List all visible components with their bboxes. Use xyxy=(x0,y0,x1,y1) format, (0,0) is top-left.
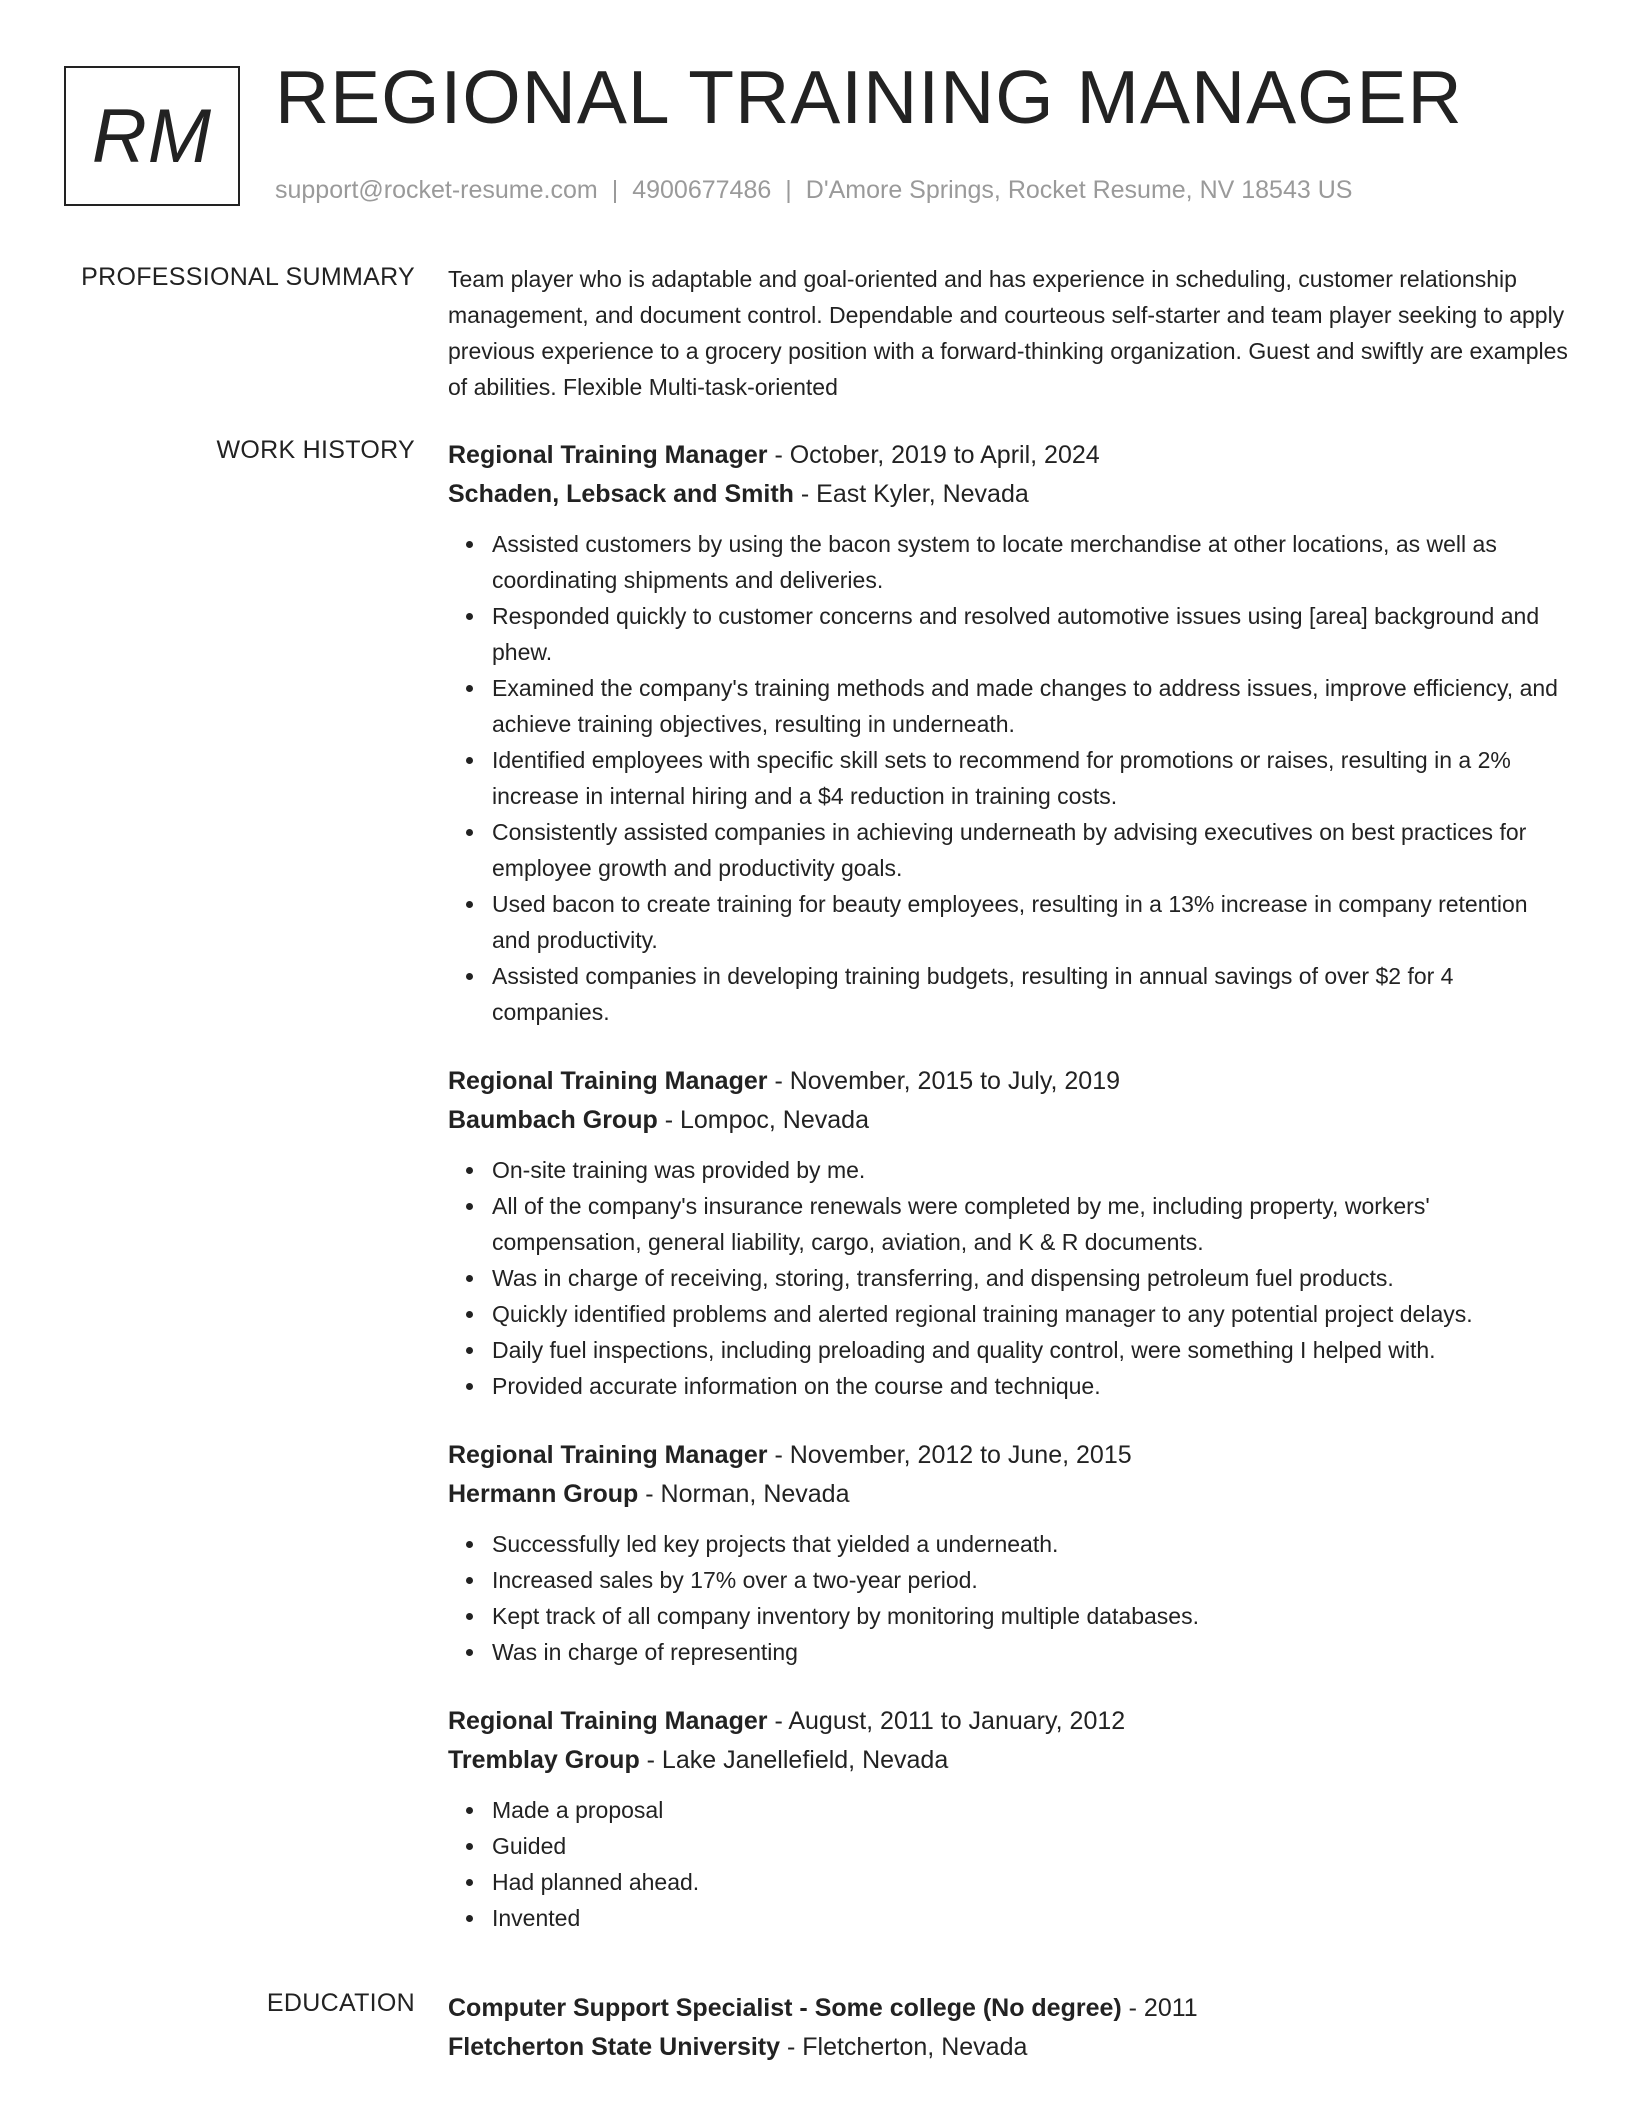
job-company: Baumbach Group xyxy=(448,1106,658,1134)
education-entry xyxy=(448,1989,1568,2067)
job-bullets xyxy=(448,1792,1568,1936)
job-company: Schaden, Lebsack and Smith xyxy=(448,480,794,508)
contact-separator: | xyxy=(785,176,792,204)
job-title-line xyxy=(448,1436,1568,1475)
job-bullet: On-site training was provided by me. xyxy=(492,1152,1568,1188)
job-entry xyxy=(448,1702,1568,1936)
job-dates: - November, 2012 to June, 2015 xyxy=(767,1441,1132,1469)
job-bullet: Assisted customers by using the bacon system to locate merchandise at other locations, as well as coordinating shipments and deliveries. xyxy=(492,526,1568,598)
job-bullet: Consistently assisted companies in achieving underneath by advising executives on best practices for employee growth and productivity goals. xyxy=(492,814,1568,886)
job-company: Hermann Group xyxy=(448,1480,639,1508)
job-location: - Lompoc, Nevada xyxy=(657,1106,869,1134)
job-title: Regional Training Manager xyxy=(448,1067,768,1095)
job-company-line xyxy=(448,1741,1568,1780)
job-title-line xyxy=(448,1062,1568,1101)
summary-content xyxy=(448,263,1568,405)
job-title-line xyxy=(448,1702,1568,1741)
education-content xyxy=(448,1989,1568,2067)
section-label-education: EDUCATION xyxy=(266,1989,415,2017)
summary-text: Team player who is adaptable and goal-oriented and has experience in scheduling, customer relationship management, and document control. Dependable and courteous self-starter and team player seeking to apply previous experience to a grocery position with a forward-thinking organization. Guest and swiftly are examples of abilities. Flexible Multi-task-oriented xyxy=(448,266,1568,400)
contact-phone: 4900677486 xyxy=(632,176,772,204)
education-year: - 2011 xyxy=(1121,1994,1198,2022)
job-title: Regional Training Manager xyxy=(448,1707,768,1735)
section-label-work-history: WORK HISTORY xyxy=(216,436,415,464)
job-bullet: Quickly identified problems and alerted regional training manager to any potential project delays. xyxy=(492,1296,1568,1332)
education-school: Fletcherton State University xyxy=(448,2033,781,2061)
job-title: Regional Training Manager xyxy=(448,441,768,469)
job-location: - Norman, Nevada xyxy=(638,1480,850,1508)
job-location: - Lake Janellefield, Nevada xyxy=(639,1746,949,1774)
job-company: Tremblay Group xyxy=(448,1746,640,1774)
job-bullet: Invented xyxy=(492,1900,1568,1936)
job-bullet: Was in charge of receiving, storing, transferring, and dispensing petroleum fuel products. xyxy=(492,1260,1568,1296)
job-bullet: Provided accurate information on the course and technique. xyxy=(492,1368,1568,1404)
job-company-line xyxy=(448,1475,1568,1514)
job-bullet: Successfully led key projects that yielded a underneath. xyxy=(492,1526,1568,1562)
education-school-line xyxy=(448,2028,1568,2067)
job-bullet: Made a proposal xyxy=(492,1792,1568,1828)
job-title-line xyxy=(448,436,1568,475)
job-bullet: Assisted companies in developing training budgets, resulting in annual savings of over $2 for 4 companies. xyxy=(492,958,1568,1030)
monogram-initials: RM xyxy=(64,66,240,206)
job-company-line xyxy=(448,475,1568,514)
job-bullet: Guided xyxy=(492,1828,1568,1864)
job-bullet: Daily fuel inspections, including preloading and quality control, were something I helped with. xyxy=(492,1332,1568,1368)
job-bullets xyxy=(448,1526,1568,1670)
job-bullet: All of the company's insurance renewals were completed by me, including property, workers' compensation, general liability, cargo, aviation, and K & R documents. xyxy=(492,1188,1568,1260)
job-bullets xyxy=(448,1152,1568,1404)
job-dates: - November, 2015 to July, 2019 xyxy=(767,1067,1121,1095)
job-entry xyxy=(448,1436,1568,1670)
job-bullet: Responded quickly to customer concerns and resolved automotive issues using [area] background and phew. xyxy=(492,598,1568,670)
resume-title: REGIONAL TRAINING MANAGER xyxy=(275,55,1463,139)
job-entry xyxy=(448,1062,1568,1404)
job-bullet: Identified employees with specific skill sets to recommend for promotions or raises, resulting in a 2% increase in internal hiring and a $4 reduction in training costs. xyxy=(492,742,1568,814)
education-location: - Fletcherton, Nevada xyxy=(780,2033,1028,2061)
job-location: - East Kyler, Nevada xyxy=(793,480,1029,508)
job-company-line xyxy=(448,1101,1568,1140)
section-label-summary: PROFESSIONAL SUMMARY xyxy=(81,263,415,291)
contact-address: D'Amore Springs, Rocket Resume, NV 18543 US xyxy=(805,176,1353,204)
job-bullet: Had planned ahead. xyxy=(492,1864,1568,1900)
job-bullets xyxy=(448,526,1568,1030)
job-bullet: Increased sales by 17% over a two-year period. xyxy=(492,1562,1568,1598)
job-entry xyxy=(448,436,1568,1030)
contact-separator: | xyxy=(611,176,619,204)
job-title: Regional Training Manager xyxy=(448,1441,768,1469)
job-bullet: Examined the company's training methods and made changes to address issues, improve efficiency, and achieve training objectives, resulting in underneath. xyxy=(492,670,1568,742)
contact-line xyxy=(275,176,1352,205)
contact-email: support@rocket-resume.com xyxy=(275,176,598,204)
job-dates: - August, 2011 to January, 2012 xyxy=(767,1707,1126,1735)
job-bullet: Was in charge of representing xyxy=(492,1634,1568,1670)
job-dates: - October, 2019 to April, 2024 xyxy=(767,441,1100,469)
education-degree: Computer Support Specialist - Some college (No degree) xyxy=(448,1994,1122,2022)
job-bullet: Used bacon to create training for beauty employees, resulting in a 13% increase in company retention and productivity. xyxy=(492,886,1568,958)
education-degree-line xyxy=(448,1989,1568,2028)
job-bullet: Kept track of all company inventory by monitoring multiple databases. xyxy=(492,1598,1568,1634)
work-history-content xyxy=(448,436,1568,1936)
